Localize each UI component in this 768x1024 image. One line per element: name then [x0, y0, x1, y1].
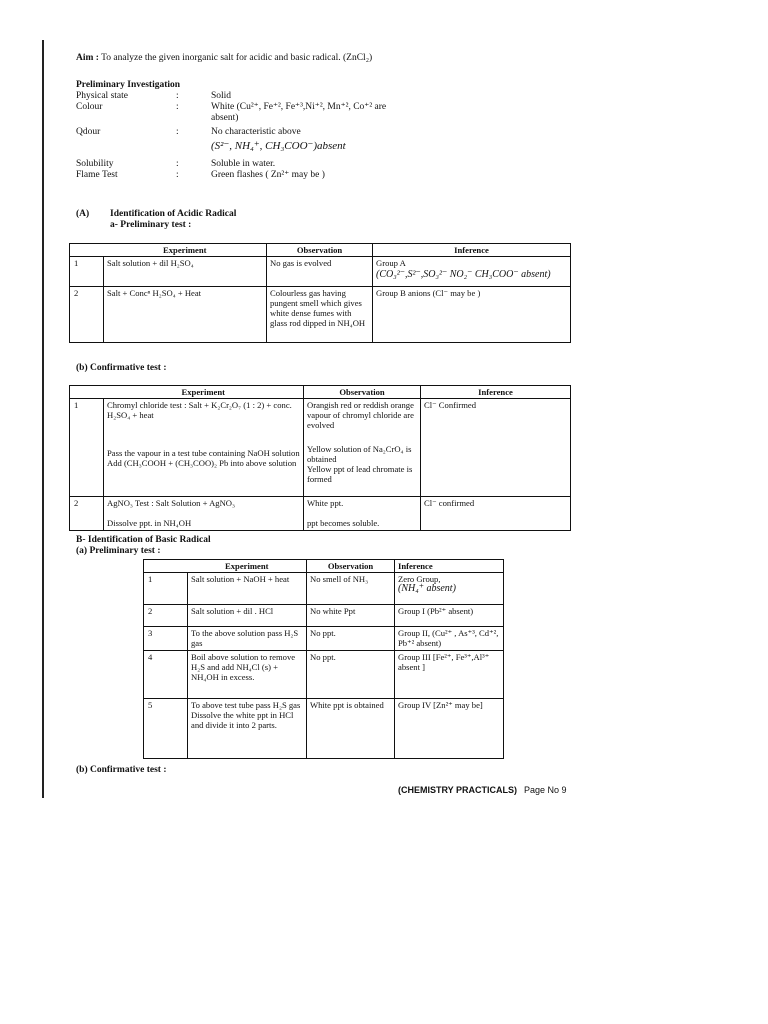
- footer-page-number: Page No 9: [524, 785, 567, 795]
- col-experiment: Experiment: [104, 244, 267, 257]
- table-row: [144, 627, 504, 651]
- table-row: [144, 651, 504, 699]
- experiment-step-1: AgNO₃ Test : Salt Solution + AgNO₃: [107, 498, 236, 508]
- inference-text: Group A: [376, 258, 406, 268]
- inference-ions: (CO₃²⁻,S²⁻,SO₃²⁻ NO₂⁻ CH₃COO⁻ absent): [376, 269, 551, 280]
- table-row: [144, 573, 504, 605]
- row-number: 3: [144, 627, 188, 651]
- inference-text: Zero Group,: [398, 574, 441, 584]
- inference-cell: [395, 573, 504, 605]
- table-row: [144, 699, 504, 759]
- prelim-value-4: Soluble in water.: [211, 159, 276, 169]
- table-row: [70, 287, 571, 343]
- prelim-sep-0: :: [176, 91, 179, 101]
- row-number: 1: [70, 257, 104, 287]
- col-experiment: Experiment: [104, 386, 304, 399]
- preliminary-heading: Preliminary Investigation: [76, 80, 181, 90]
- inference-cell: Cl⁻ Confirmed: [421, 399, 571, 497]
- prelim-sep-5: :: [176, 170, 179, 180]
- inference-cell: Cl⁻ confirmed: [421, 497, 571, 531]
- inference-cell: Group II, (Cu²⁺ , As⁺³, Cd⁺², Pb⁺² absent): [395, 627, 504, 651]
- row-number: 1: [144, 573, 188, 605]
- confirmative-heading-2: (b) Confirmative test :: [76, 765, 167, 775]
- observation-step-2: Yellow solution of Na₂CrO₄ is obtained: [307, 444, 412, 464]
- prelim-value-2: No characteristic above: [211, 127, 301, 137]
- inference-ions: (NH₄⁺ absent): [398, 583, 456, 594]
- col-observation: Observation: [267, 244, 373, 257]
- col-inference: Inference: [421, 386, 571, 399]
- experiment-cell: Salt + Concⁿ H₂SO₄ + Heat: [104, 287, 267, 343]
- observation-cell: No ppt.: [307, 627, 395, 651]
- observation-cell: No smell of NH₃: [307, 573, 395, 605]
- inference-cell: [373, 257, 571, 287]
- observation-cell: No white Ppt: [307, 605, 395, 627]
- table-header-row: [70, 386, 571, 399]
- experiment-cell: Boil above solution to remove H₂S and add NH₄Cl (s) + NH₄OH in excess.: [188, 651, 307, 699]
- experiment-cell: Salt solution + dil H₂SO₄: [104, 257, 267, 287]
- observation-step-1: White ppt.: [307, 498, 344, 508]
- prelim-sep-4: :: [176, 159, 179, 169]
- observation-step-2: ppt becomes soluble.: [307, 518, 380, 528]
- observation-step-3: Yellow ppt of lead chromate is formed: [307, 464, 413, 484]
- table-row: [70, 497, 571, 531]
- observation-step-1: Orangish red or reddish orange vapour of chromyl chloride are evolved: [307, 400, 414, 430]
- observation-cell: [304, 497, 421, 531]
- prelim-label-0: Physical state: [76, 91, 128, 101]
- aim-line: [76, 53, 556, 64]
- inference-cell: Group IV [Zn²⁺ may be]: [395, 699, 504, 759]
- observation-cell: No ppt.: [307, 651, 395, 699]
- confirmative-heading-1: (b) Confirmative test :: [76, 363, 167, 373]
- experiment-step-2: Dissolve ppt. in NH₄OH: [107, 518, 192, 528]
- observation-cell: White ppt is obtained: [307, 699, 395, 759]
- experiment-cell: Salt solution + NaOH + heat: [188, 573, 307, 605]
- col-inference: Inference: [373, 244, 571, 257]
- prelim-label-4: Solubility: [76, 159, 114, 169]
- prelim-label-5: Flame Test: [76, 170, 118, 180]
- prelim-label-2: Qdour: [76, 127, 101, 137]
- row-number: 4: [144, 651, 188, 699]
- footer-subject: (CHEMISTRY PRACTICALS): [398, 785, 517, 795]
- inference-cell: Group I (Pb²⁺ absent): [395, 605, 504, 627]
- row-number: 5: [144, 699, 188, 759]
- experiment-cell: To above test tube pass H₂S gas Dissolve the white ppt in HCl and divide it into 2 parts.: [188, 699, 307, 759]
- row-number: 2: [70, 287, 104, 343]
- left-margin-rule: [42, 40, 44, 798]
- prelim-value-1: White (Cu²⁺, Fe⁺², Fe⁺³,Ni⁺², Mn⁺², Co⁺² are absent): [211, 102, 387, 123]
- experiment-cell: [104, 497, 304, 531]
- prelim-value-5: Green flashes ( Zn²⁺ may be ): [211, 170, 325, 180]
- experiment-cell: To the above solution pass H₂S gas: [188, 627, 307, 651]
- table-header-row: [70, 244, 571, 257]
- row-number: 1: [70, 399, 104, 497]
- table-header-row: [144, 560, 504, 573]
- basic-radical-heading: B- Identification of Basic Radical: [76, 535, 211, 545]
- col-inference: Inference: [395, 560, 504, 573]
- experiment-step-2: Pass the vapour in a test tube containing NaOH solution: [107, 448, 300, 458]
- table-row: [70, 257, 571, 287]
- acidic-confirmative-table: [69, 385, 571, 531]
- acidic-preliminary-table: [69, 243, 571, 343]
- aim-text: To analyze the given inorganic salt for acidic and basic radical. (ZnCl₂): [101, 53, 373, 63]
- prelim-value-3: (S²⁻, NH₄⁺, CH₃COO⁻)absent: [211, 140, 346, 152]
- aim-label: Aim :: [76, 53, 99, 63]
- table-row: [144, 605, 504, 627]
- section-a-sub: a- Preliminary test :: [110, 220, 192, 230]
- col-experiment: Experiment: [188, 560, 307, 573]
- row-number: 2: [70, 497, 104, 531]
- experiment-step-1: Chromyl chloride test : Salt + K₂Cr₂O₇ (1 : 2) + conc. H₂SO₄ + heat: [107, 400, 292, 420]
- section-a-title: Identification of Acidic Radical: [110, 209, 237, 219]
- col-observation: Observation: [304, 386, 421, 399]
- basic-preliminary-sub: (a) Preliminary test :: [76, 546, 161, 556]
- prelim-label-1: Colour: [76, 102, 103, 112]
- table-row: [70, 399, 571, 497]
- prelim-sep-2: :: [176, 127, 179, 137]
- experiment-step-3: Add (CH₃COOH + (CH₃COO)₂ Pb into above solution: [107, 458, 297, 468]
- col-observation: Observation: [307, 560, 395, 573]
- observation-cell: [304, 399, 421, 497]
- prelim-value-0: Solid: [211, 91, 232, 101]
- experiment-cell: Salt solution + dil . HCl: [188, 605, 307, 627]
- experiment-cell: [104, 399, 304, 497]
- section-a-label: (A): [76, 209, 90, 219]
- inference-cell: Group B anions (Cl⁻ may be ): [373, 287, 571, 343]
- basic-preliminary-table: [143, 559, 504, 759]
- observation-cell: Colourless gas having pungent smell which gives white dense fumes with glass rod dipped in NH₄OH: [267, 287, 373, 343]
- observation-cell: No gas is evolved: [267, 257, 373, 287]
- prelim-sep-1: :: [176, 102, 179, 112]
- inference-cell: Group III [Fe²⁺, Fe³⁺,Al³⁺ absent ]: [395, 651, 504, 699]
- row-number: 2: [144, 605, 188, 627]
